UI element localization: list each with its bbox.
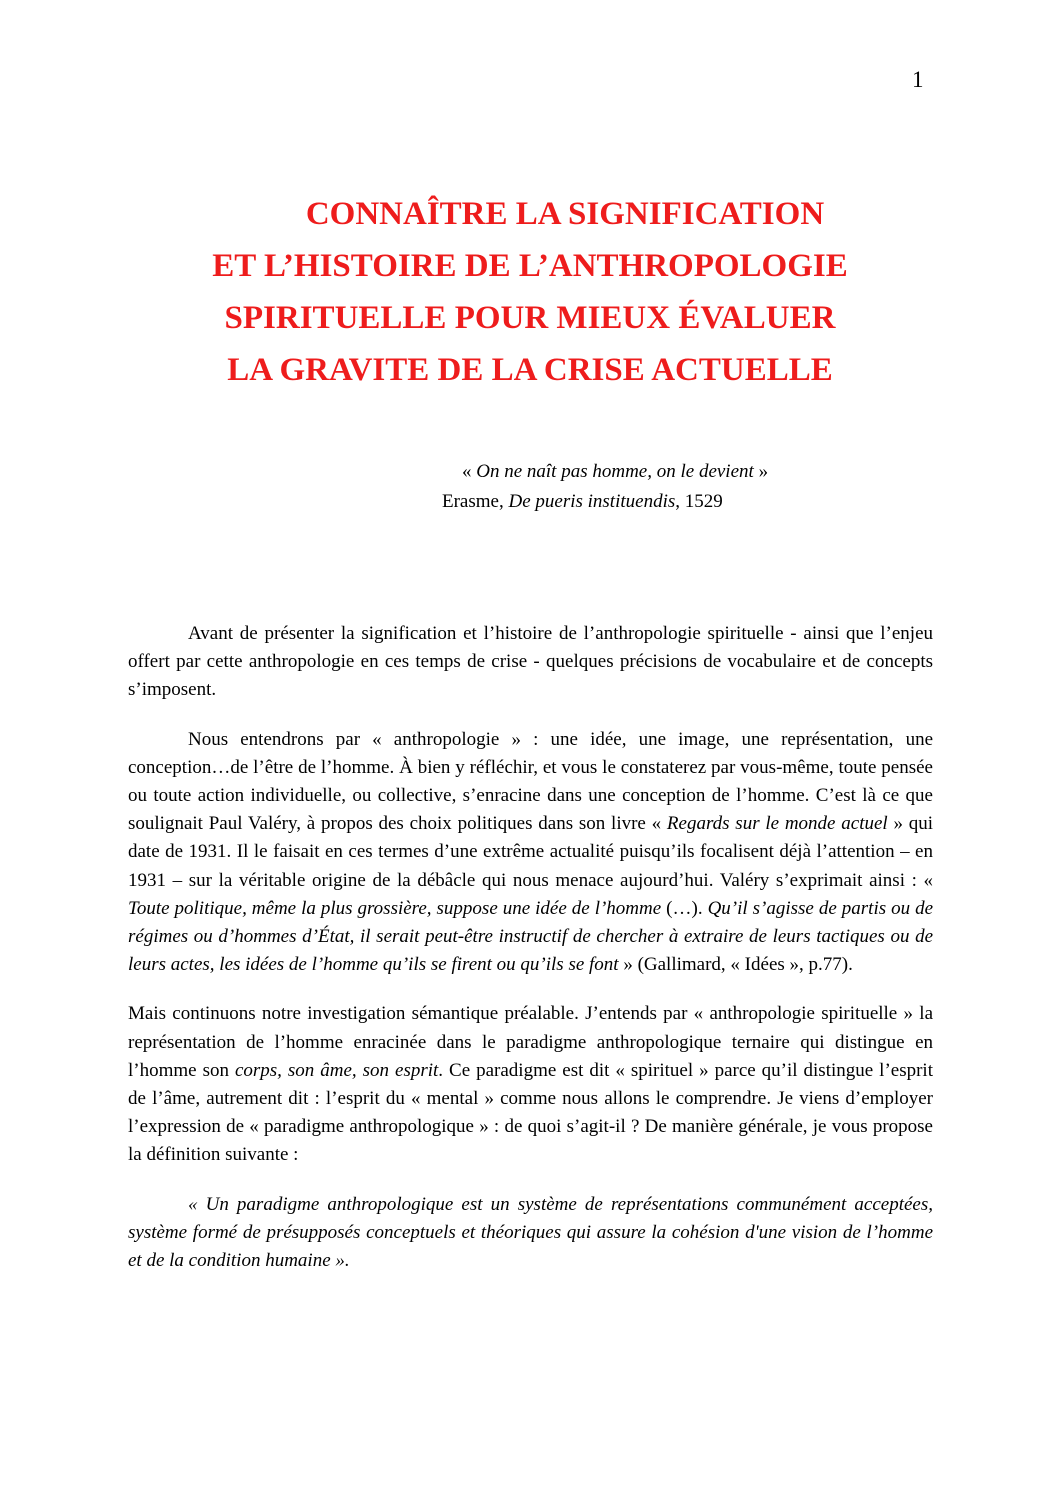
paragraph-2-text-c: » qui date de 1931. Il le faisait en ces termes d’une extrême actualité puisqu’ils focalisent déjà l’attention – en 1931 – sur la véritable origine de la débâcle qui nous menace aujourd’hui. Valéry s’exprimait ainsi : « (128, 813, 934, 891)
paragraph-2 (128, 726, 933, 980)
epigraph (400, 457, 820, 517)
paragraph-2-quote-1: Toute politique, même la plus grossière, suppose une idée de l’homme (128, 897, 662, 919)
epigraph-source (400, 487, 820, 517)
paragraph-2-quote-2: Qu’il s’agisse de partis ou de régimes ou d’hommes d’État, il serait peut-être instructif de chercher à extraire de leurs tactiques ou de leurs actes, les idées de l’homme qu’ils se firent ou qu’ils se font (128, 897, 934, 976)
title-line-2: ET L’HISTOIRE DE L’ANTHROPOLOGIE (212, 248, 848, 284)
epigraph-quote-open: « (462, 461, 477, 482)
page-number: 1 (912, 67, 924, 92)
epigraph-work: De pueris instituendis (508, 491, 676, 512)
paragraph-3-ternary-terms: corps, son âme, son esprit (234, 1059, 439, 1081)
paragraph-2-ellipsis: (…). (661, 897, 708, 919)
title-line-1: CONNAÎTRE LA SIGNIFICATION (305, 196, 825, 232)
epigraph-quote (400, 457, 820, 487)
paragraph-3-text-c: . Ce paradigme est dit « spirituel » parce qu’il distingue l’esprit de l’âme, autrement dit : l’esprit du « mental » comme nous allons le comprendre. Je viens d’employer l’expression de « paradigme anthropologique » : de quoi s’agit-il ? De manière générale, je vous propose la définition suivante : (128, 1059, 933, 1166)
epigraph-author: Erasme, (442, 491, 509, 512)
title-line-3: SPIRITUELLE POUR MIEUX ÉVALUER (224, 300, 836, 336)
paragraph-2-text-a: Nous entendrons par « anthropologie » : une idée, une image, une représentation, une conception…de l’être de l’homme. À bien y réfléchir, et vous le constaterez par vous-même, toute pensée ou toute action individuelle, ou collective, s’enracine dans une conception de l’homme. C’est là ce que soulignait Paul Valéry, à propos des choix politiques dans son livre « (128, 728, 933, 835)
paragraph-2-citation: » (Gallimard, « Idées », p.77). (618, 954, 853, 976)
epigraph-quote-text: On ne naît pas homme, on le devient (476, 461, 754, 482)
title-line-4: LA GRAVITE DE LA CRISE ACTUELLE (227, 352, 833, 388)
paragraph-2-book-title: Regards sur le monde actuel (666, 813, 888, 835)
paragraph-1: Avant de présenter la signification et l’histoire de l’anthropologie spirituelle - ainsi que l’enjeu offert par cette anthropologie en ces temps de crise - quelques précisions de vocabulaire et de concepts s’imposent. (128, 623, 933, 701)
epigraph-quote-close: » (753, 461, 769, 482)
body-text (128, 620, 933, 1296)
epigraph-year: , 1529 (675, 491, 723, 512)
document-title (100, 188, 960, 396)
paragraph-4-definition: « Un paradigme anthropologique est un système de représentations communément acceptées, système formé de présupposés conceptuels et théoriques qui assure la cohésion d'une vision de l’homme et de la condition humaine ». (128, 1193, 933, 1272)
paragraph-3 (128, 1000, 933, 1169)
paragraph-3-text-a: Mais continuons notre investigation sémantique préalable. J’entends par « anthropologie spirituelle » la représentation de l’homme enracinée dans le paradigme anthropologique ternaire qui distingue en l’homme son (128, 1003, 933, 1081)
